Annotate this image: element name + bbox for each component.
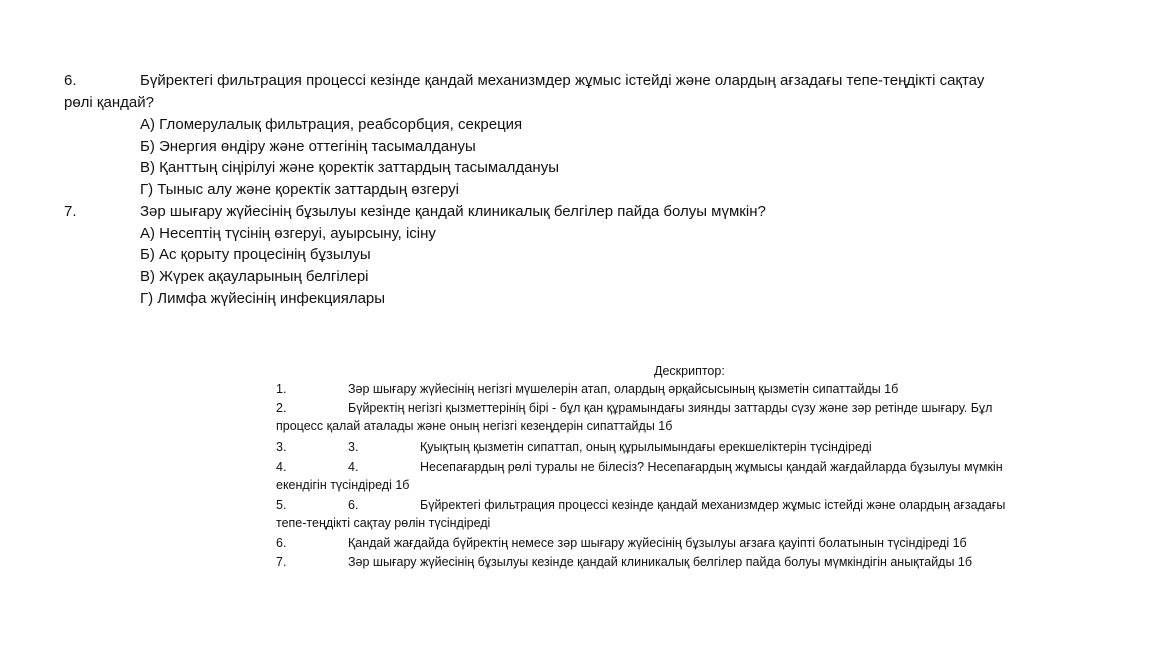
descriptor-item-subnumber: 4.: [348, 460, 359, 474]
answer-option-a: А) Гломерулалық фильтрация, реабсорбция, секреция: [140, 116, 523, 133]
answer-option-v: В) Жүрек ақауларының белгілері: [140, 268, 369, 285]
descriptor-item-text: Бүйректің негізгі қызметтерінің бірі - бұл қан құрамындағы зиянды заттарды сүзу және зәр ретінде шығару. Бұл: [348, 401, 993, 415]
descriptor-item-number: 7.: [276, 555, 287, 569]
answer-option-a: А) Несептің түсінің өзгеруі, ауырсыну, ісіну: [140, 225, 436, 242]
descriptor-item-text: Бүйректегі фильтрация процессі кезінде қандай механизмдер жұмыс істейді және олардың ағзадағы: [420, 498, 1006, 512]
question-number: 7.: [64, 203, 77, 220]
answer-option-b: Б) Ас қорыту процесінің бұзылуы: [140, 246, 371, 263]
descriptor-item-text: Несепағардың рөлі туралы не білесіз? Несепағардың жұмысы қандай жағдайларда бұзылуы мүмкін: [420, 460, 1003, 474]
descriptor-item-number: 2.: [276, 401, 287, 415]
answer-option-g: Г) Тыныс алу және қоректік заттардың өзгеруі: [140, 181, 459, 198]
question-text-cont: рөлі қандай?: [64, 94, 154, 111]
descriptor-item-text: Зәр шығару жүйесінің негізгі мүшелерін атап, олардың әрқайсысының қызметін сипаттайды 1б: [348, 382, 899, 396]
descriptor-item-text: Қандай жағдайда бүйректің немесе зәр шығару жүйесінің бұзылуы ағзаға қауіпті болатынын түсіндіреді 1б: [348, 536, 967, 550]
question-text: Бүйректегі фильтрация процессі кезінде қандай механизмдер жұмыс істейді және олардың ағзадағы тепе-теңдікті сақтау: [140, 72, 985, 89]
descriptor-item-subnumber: 6.: [348, 498, 359, 512]
descriptor-item-text-cont: процесс қалай аталады және оның негізгі кезеңдерін сипаттайды 1б: [276, 419, 673, 433]
descriptor-item-number: 6.: [276, 536, 287, 550]
descriptor-item-subnumber: 3.: [348, 440, 359, 454]
question-number: 6.: [64, 72, 77, 89]
answer-option-b: Б) Энергия өндіру және оттегінің тасымалдануы: [140, 138, 476, 155]
descriptor-item-number: 5.: [276, 498, 287, 512]
question-text: Зәр шығару жүйесінің бұзылуы кезінде қандай клиникалық белгілер пайда болуы мүмкін?: [140, 203, 766, 220]
answer-option-g: Г) Лимфа жүйесінің инфекциялары: [140, 290, 386, 307]
descriptor-item-text: Зәр шығару жүйесінің бұзылуы кезінде қандай клиникалық белгілер пайда болуы мүмкіндігін анықтайды 1б: [348, 555, 973, 569]
descriptor-title: Дескриптор:: [654, 364, 725, 378]
answer-option-v: В) Қанттың сіңірілуі және қоректік заттардың тасымалдануы: [140, 159, 559, 176]
descriptor-item-text-cont: тепе-теңдікті сақтау рөлін түсіндіреді: [276, 516, 491, 530]
descriptor-item-text: Қуықтың қызметін сипаттап, оның құрылымындағы ерекшеліктерін түсіндіреді: [420, 440, 872, 454]
descriptor-item-number: 3.: [276, 440, 287, 454]
descriptor-item-text-cont: екендігін түсіндіреді 1б: [276, 478, 410, 492]
descriptor-item-number: 4.: [276, 460, 287, 474]
descriptor-item-number: 1.: [276, 382, 287, 396]
